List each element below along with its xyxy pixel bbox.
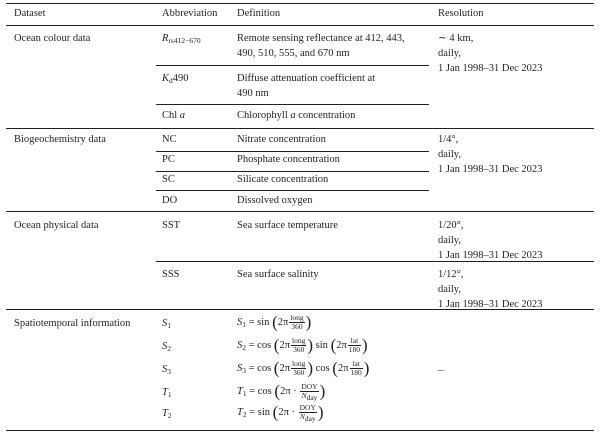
group-ocean-colour: Ocean colour data — [14, 33, 91, 44]
header-abbreviation: Abbreviation — [162, 8, 218, 19]
group-spatiotemporal: Spatiotemporal information — [14, 318, 131, 329]
abbr-kd: $K_d490$ — [162, 73, 189, 85]
def-chl: Chlorophyll a concentration — [237, 110, 356, 121]
abbr-rrs: $R_{rs412-670}$ — [162, 33, 201, 45]
formula-s3: $S_3 = \cos (2\pi$ $\frac{\text{long}}{360}$ ) cos (2π $\frac{\text{lat}}{180}$ ) — [237, 358, 370, 378]
abbr-pc: PC — [162, 154, 175, 165]
res-sss: 1/12°, daily, 1 Jan 1998–31 Dec 2023 — [438, 269, 543, 310]
def-nc: Nitrate concentration — [237, 134, 326, 145]
abbr-t2: $T_2$ — [162, 408, 172, 420]
table-bottom-rule — [6, 430, 594, 431]
formula-t1: $T_1 = \cos (2\pi$ · $\frac{\text{DOY}}{N_{day}}$ ) — [237, 381, 326, 403]
def-kd: Diffuse attenuation coefficient at 490 nm — [237, 73, 376, 99]
table-top-rule — [6, 3, 594, 4]
formula-s1: $S_1 = \sin (2\pi$ $\frac{\text{long}}{360}$ ) — [237, 312, 312, 332]
def-rrs: Remote sensing reflectance at 412, 443, 490, 510, 555, and 670 nm — [237, 33, 405, 59]
abbr-t1: $T_1$ — [162, 387, 172, 399]
header-rule — [6, 25, 594, 26]
def-sss: Sea surface salinity — [237, 269, 319, 280]
rule-kd — [156, 104, 429, 105]
group-biogeochemistry: Biogeochemistry data — [14, 134, 106, 145]
rule-group-3 — [6, 309, 594, 310]
abbr-chl: Chl a — [162, 110, 186, 121]
header-definition: Definition — [237, 8, 281, 19]
rule-sc — [156, 190, 429, 191]
formula-t2: $T_2 = \sin (2\pi$ · $\frac{\text{DOY}}{N_{day}}$ ) — [237, 402, 324, 424]
abbr-sc: SC — [162, 174, 175, 185]
def-pc: Phosphate concentration — [237, 154, 340, 165]
header-resolution: Resolution — [438, 8, 484, 19]
abbr-s2: $S_2$ — [162, 341, 171, 353]
def-sc: Silicate concentration — [237, 174, 329, 185]
res-biogeochemistry: 1/4°, daily, 1 Jan 1998–31 Dec 2023 — [438, 134, 543, 175]
abbr-s3: $S_3$ — [162, 364, 171, 376]
res-ocean-colour: ∼ 4 km, daily, 1 Jan 1998–31 Dec 2023 — [438, 33, 543, 74]
rule-rrs — [156, 65, 429, 66]
res-spatiotemporal: – — [438, 365, 444, 376]
def-do: Dissolved oxygen — [237, 195, 313, 206]
rule-group-1 — [6, 128, 594, 129]
abbr-nc: NC — [162, 134, 177, 145]
abbr-sss: SSS — [162, 269, 180, 280]
res-sst: 1/20°, daily, 1 Jan 1998–31 Dec 2023 — [438, 220, 543, 261]
header-dataset: Dataset — [14, 8, 46, 19]
rule-group-2 — [6, 211, 594, 212]
formula-s2: $S_2 = \cos (2\pi$ $\frac{\text{long}}{360}$ ) sin (2π $\frac{\text{lat}}{180}$ ) — [237, 335, 368, 355]
abbr-do: DO — [162, 195, 178, 206]
abbr-s1: $S_1$ — [162, 318, 171, 330]
def-sst: Sea surface temperature — [237, 220, 338, 231]
group-physical: Ocean physical data — [14, 220, 99, 231]
rule-sst — [156, 261, 594, 262]
abbr-sst: SST — [162, 220, 181, 231]
